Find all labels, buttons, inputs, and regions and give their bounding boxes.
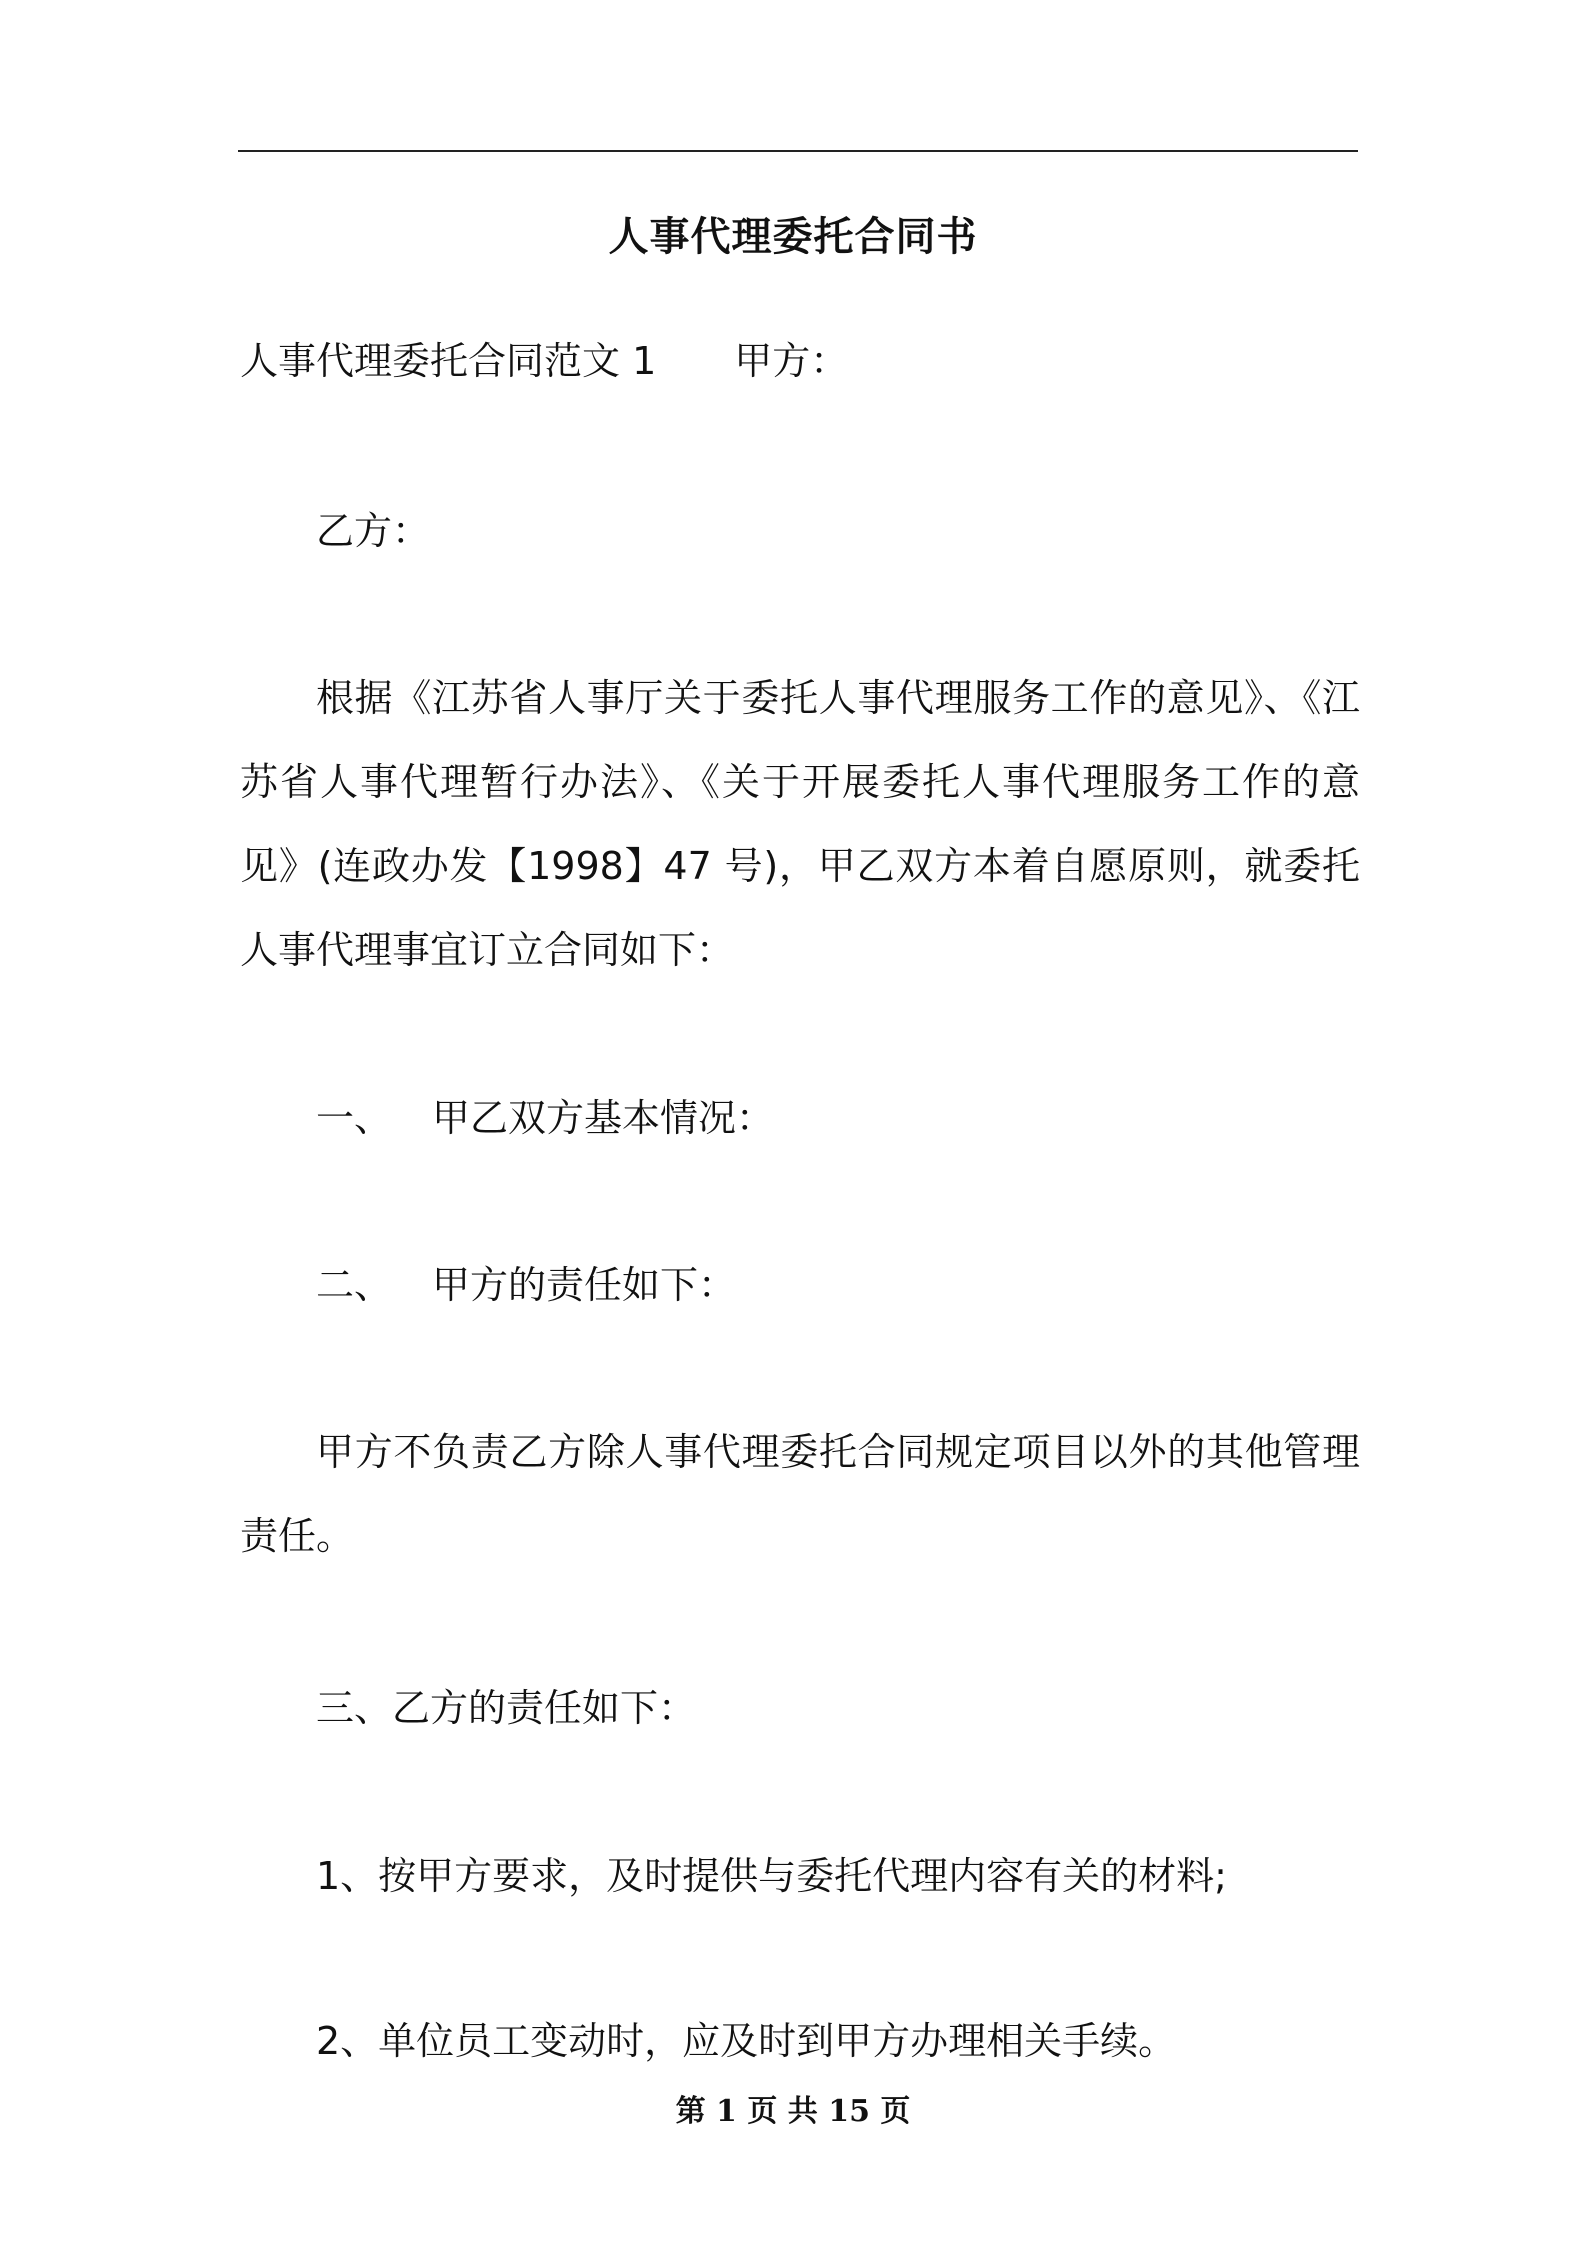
section-2-heading [316,1257,736,1313]
party-a-label: 甲方： [734,339,849,383]
heading-line [240,333,848,389]
section-2-body: 甲方不负责乙方除人事代理委托合同规定项目以外的其他管理责任。 [240,1430,1360,1558]
section-1-text: 甲乙双方基本情况： [432,1096,775,1140]
section-3-heading: 三、乙方的责任如下： [316,1686,697,1730]
header-rule [238,150,1358,152]
document-title: 人事代理委托合同书 [608,214,978,260]
list-item-2: 2、单位员工变动时，应及时到甲方办理相关手续。 [316,2019,1177,2063]
section-2-text: 甲方的责任如下： [432,1263,737,1307]
party-b-label: 乙方： [316,509,431,553]
list-item-1: 1、按甲方要求，及时提供与委托代理内容有关的材料; [316,1854,1227,1898]
page-footer: 第 1 页 共 15 页 [675,2094,911,2129]
section-2-number: 二、 [316,1263,393,1307]
section-1-heading [316,1090,774,1146]
heading-left: 人事代理委托合同范文 1 [240,339,657,383]
intro-paragraph: 根据《江苏省人事厅关于委托人事代理服务工作的意见》、《江苏省人事代理暂行办法》、《关于开展委托人事代理服务工作的意见》(连政办发【1998】47 号)，甲乙双方本着自愿原则，就委托人事代理事宜订立合同如下： [240,676,1360,972]
section-1-number: 一、 [316,1096,393,1140]
